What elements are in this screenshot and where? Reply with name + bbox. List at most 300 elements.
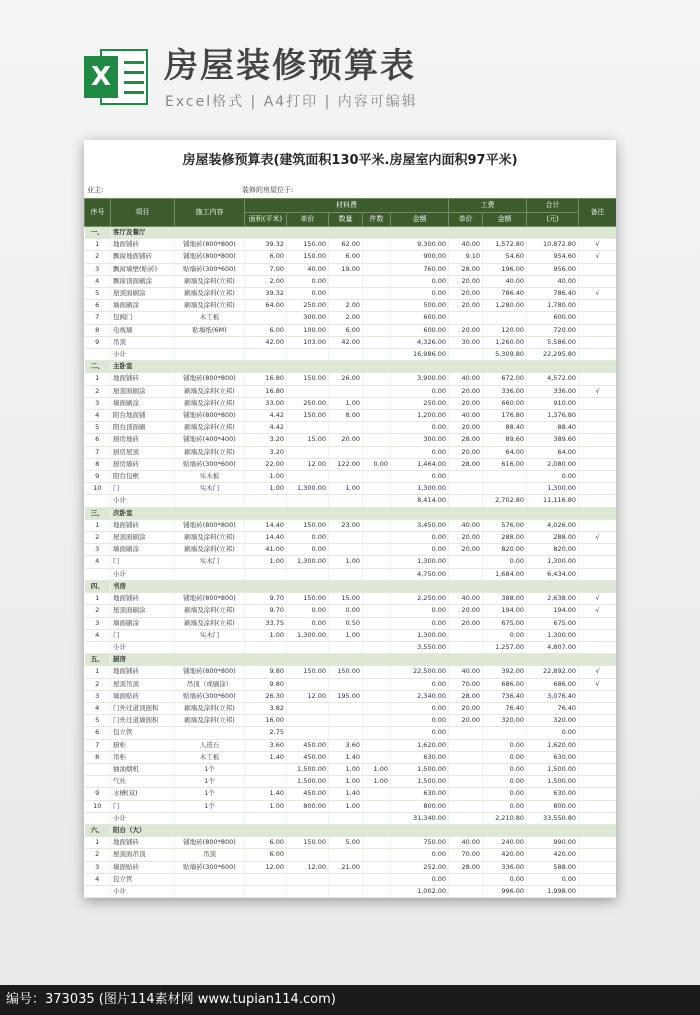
cell-content: 实木门 xyxy=(175,483,245,495)
cell-pieces xyxy=(363,666,391,678)
cell-area: 14.40 xyxy=(245,532,287,544)
cell-content: 吊顶（或刷涂） xyxy=(175,678,245,690)
cell-area: 14.40 xyxy=(245,519,287,531)
cell-note xyxy=(579,617,616,629)
cell-labor-price: 20.00 xyxy=(449,544,483,556)
cell-area: 6.00 xyxy=(245,251,287,263)
cell-amount: 630.00 xyxy=(391,751,449,763)
cell-labor-amount xyxy=(483,727,527,739)
cell-pieces xyxy=(363,385,391,397)
table-row xyxy=(85,751,617,763)
cell-area: 22.00 xyxy=(245,458,287,470)
col-total-unit: (元) xyxy=(527,213,579,227)
cell-seq: 6 xyxy=(85,434,111,446)
cell-area: 3.82 xyxy=(245,702,287,714)
table-row xyxy=(85,434,617,446)
cell-labor-price xyxy=(449,312,483,324)
cell-qty: 1.40 xyxy=(329,788,363,800)
cell-qty: 8.00 xyxy=(329,410,363,422)
cell-area xyxy=(245,776,287,788)
cell-content: 铺地砖(800*800) xyxy=(175,410,245,422)
cell-area: 9.70 xyxy=(245,605,287,617)
cell-labor-price xyxy=(449,556,483,568)
cell-pieces: 0.00 xyxy=(363,458,391,470)
col-labor: 工费 xyxy=(449,199,527,213)
cell-total: 288.00 xyxy=(527,532,579,544)
cell-area: 64.00 xyxy=(245,300,287,312)
cell-pieces xyxy=(363,532,391,544)
cell-labor-amount: 686.00 xyxy=(483,678,527,690)
cell-qty: 26.00 xyxy=(329,373,363,385)
cell-amount: 252.00 xyxy=(391,861,449,873)
cell-labor-price: 28.00 xyxy=(449,861,483,873)
cell-total: 956.00 xyxy=(527,263,579,275)
cell-seq xyxy=(85,812,111,824)
cell-item: 厨房屋顶 xyxy=(111,446,175,458)
cell-note xyxy=(579,690,616,702)
cell-labor-amount: 54.60 xyxy=(483,251,527,263)
cell-qty xyxy=(329,702,363,714)
cell-seq: 10 xyxy=(85,483,111,495)
cell-item: 门 xyxy=(111,800,175,812)
excel-letter: X xyxy=(84,56,118,98)
cell-price: 0.00 xyxy=(287,532,329,544)
cell-labor-price: 70.00 xyxy=(449,849,483,861)
cell-labor-price: 20.00 xyxy=(449,702,483,714)
cell-labor-price: 30.00 xyxy=(449,336,483,348)
cell-note xyxy=(579,812,616,824)
cell-item: 包立管 xyxy=(111,727,175,739)
cell-seq xyxy=(85,763,111,775)
cell-amount: 22,500.00 xyxy=(391,666,449,678)
cell-pieces xyxy=(363,812,391,824)
cell-labor-price: 20.00 xyxy=(449,605,483,617)
cell-pieces xyxy=(363,739,391,751)
cell-labor-amount: 675.00 xyxy=(483,617,527,629)
cell-qty: 122.00 xyxy=(329,458,363,470)
cell-labor-amount: 996.00 xyxy=(483,885,527,897)
cell-area: 16.80 xyxy=(245,385,287,397)
cell-pieces xyxy=(363,495,391,507)
cell-price: 150.00 xyxy=(287,239,329,251)
cell-total: 2,638.00 xyxy=(527,593,579,605)
cell-area xyxy=(245,641,287,653)
cell-amount: 4,326.00 xyxy=(391,336,449,348)
table-row xyxy=(85,690,617,702)
cell-labor-amount: 0.00 xyxy=(483,788,527,800)
cell-item: 屋顶面刷涂 xyxy=(111,385,175,397)
subtotal-row xyxy=(85,349,617,361)
cell-note: √ xyxy=(579,532,616,544)
cell-qty: 6.00 xyxy=(329,251,363,263)
cell-note xyxy=(579,837,616,849)
cell-amount: 16,986.00 xyxy=(391,349,449,361)
cell-pieces xyxy=(363,434,391,446)
cell-amount: 760.00 xyxy=(391,263,449,275)
cell-amount: 31,340.00 xyxy=(391,812,449,824)
cell-content: 人造石 xyxy=(175,739,245,751)
cell-qty xyxy=(329,715,363,727)
cell-content: 贴墙砖(300*600) xyxy=(175,458,245,470)
cell-amount: 0.00 xyxy=(391,532,449,544)
cell-note xyxy=(579,422,616,434)
cell-pieces xyxy=(363,288,391,300)
cell-qty: 2.00 xyxy=(329,300,363,312)
cell-qty xyxy=(329,641,363,653)
cell-area: 7.00 xyxy=(245,263,287,275)
cell-note xyxy=(579,373,616,385)
cell-seq: 4 xyxy=(85,556,111,568)
cell-content: 实木门 xyxy=(175,629,245,641)
cell-amount: 800.00 xyxy=(391,800,449,812)
subtotal-row xyxy=(85,812,617,824)
cell-qty: 3.60 xyxy=(329,739,363,751)
table-row xyxy=(85,776,617,788)
cell-labor-price: 40.00 xyxy=(449,666,483,678)
table-row xyxy=(85,763,617,775)
cell-labor-price: 40.00 xyxy=(449,837,483,849)
page-title: 房屋装修预算表 xyxy=(164,46,416,86)
cell-content: 实木门 xyxy=(175,556,245,568)
cell-labor-amount: 1,257.00 xyxy=(483,641,527,653)
cell-seq: 8 xyxy=(85,751,111,763)
cell-total: 1,376.80 xyxy=(527,410,579,422)
cell-labor-amount: 2,702.80 xyxy=(483,495,527,507)
cell-total: 686.00 xyxy=(527,678,579,690)
cell-seq: 4 xyxy=(85,275,111,287)
cell-pieces xyxy=(363,641,391,653)
cell-pieces xyxy=(363,593,391,605)
cell-item: 小计 xyxy=(111,812,175,824)
cell-seq xyxy=(85,349,111,361)
cell-price: 1,500.00 xyxy=(287,776,329,788)
cell-labor-price: 40.00 xyxy=(449,410,483,422)
cell-seq: 2 xyxy=(85,251,111,263)
cell-qty: 1.00 xyxy=(329,397,363,409)
cell-seq: 1 xyxy=(85,373,111,385)
cell-content: 铺地砖(800*800) xyxy=(175,239,245,251)
cell-pieces xyxy=(363,861,391,873)
cell-qty xyxy=(329,885,363,897)
cell-seq: 4 xyxy=(85,629,111,641)
cell-qty xyxy=(329,471,363,483)
cell-labor-amount: 0.00 xyxy=(483,776,527,788)
cell-seq: 8 xyxy=(85,324,111,336)
cell-content: 贴墙砖(300*600) xyxy=(175,690,245,702)
cell-seq: 1 xyxy=(85,837,111,849)
cell-item: 小计 xyxy=(111,885,175,897)
cell-labor-amount: 388.00 xyxy=(483,593,527,605)
cell-labor-amount xyxy=(483,471,527,483)
cell-seq: 3 xyxy=(85,617,111,629)
cell-qty: 150.00 xyxy=(329,666,363,678)
table-row xyxy=(85,702,617,714)
cell-qty xyxy=(329,495,363,507)
cell-item: 吊柜 xyxy=(111,751,175,763)
sheet-title: 房屋装修预算表(建筑面积130平米.房屋室内面积97平米) xyxy=(182,153,518,168)
cell-item: 墙面刷涂 xyxy=(111,397,175,409)
cell-labor-price: 9.10 xyxy=(449,251,483,263)
cell-amount: 500.00 xyxy=(391,300,449,312)
cell-note: √ xyxy=(579,593,616,605)
cell-note: √ xyxy=(579,678,616,690)
cell-seq: 9 xyxy=(85,788,111,800)
table-row xyxy=(85,837,617,849)
cell-amount: 0.00 xyxy=(391,446,449,458)
cell-amount: 0.00 xyxy=(391,617,449,629)
cell-pieces xyxy=(363,312,391,324)
address-label: 装修的房屋位于: xyxy=(242,186,294,194)
cell-content: 刷墙及涂料(立邦) xyxy=(175,715,245,727)
cell-seq: 4 xyxy=(85,410,111,422)
cell-content xyxy=(175,568,245,580)
cell-area: 4.42 xyxy=(245,422,287,434)
section-number: 三、 xyxy=(85,507,111,519)
cell-item: 墙面刷涂 xyxy=(111,300,175,312)
cell-labor-price xyxy=(449,776,483,788)
cell-content: 1个 xyxy=(175,800,245,812)
cell-labor-amount: 0.00 xyxy=(483,629,527,641)
cell-price: 800.00 xyxy=(287,800,329,812)
cell-price: 450.00 xyxy=(287,739,329,751)
table-row xyxy=(85,849,617,861)
cell-price xyxy=(287,873,329,885)
cell-total: 4,572.00 xyxy=(527,373,579,385)
cell-price: 150.00 xyxy=(287,373,329,385)
table-row xyxy=(85,593,617,605)
cell-content: 铺地砖(800*800) xyxy=(175,666,245,678)
section-name: 次卧室 xyxy=(111,507,617,519)
section-row xyxy=(85,654,617,666)
cell-amount: 1,002.00 xyxy=(391,885,449,897)
cell-item: 墙面贴砖 xyxy=(111,690,175,702)
table-row xyxy=(85,446,617,458)
cell-pieces xyxy=(363,715,391,727)
table-row xyxy=(85,629,617,641)
cell-qty xyxy=(329,446,363,458)
cell-item: 厨房墙砖 xyxy=(111,458,175,470)
table-row xyxy=(85,385,617,397)
cell-price xyxy=(287,446,329,458)
cell-content: 贴墙砖(300*600) xyxy=(175,861,245,873)
cell-labor-price xyxy=(449,788,483,800)
cell-total: 800.00 xyxy=(527,800,579,812)
cell-pieces xyxy=(363,275,391,287)
cell-total: 786.40 xyxy=(527,288,579,300)
cell-total: 6,434.00 xyxy=(527,568,579,580)
cell-amount: 2,340.00 xyxy=(391,690,449,702)
cell-item: 门 xyxy=(111,629,175,641)
cell-qty xyxy=(329,812,363,824)
section-name: 书房 xyxy=(111,580,617,592)
cell-labor-amount: 0.00 xyxy=(483,739,527,751)
cell-total: 1,300.00 xyxy=(527,483,579,495)
cell-seq: 2 xyxy=(85,385,111,397)
cell-total: 630.00 xyxy=(527,751,579,763)
cell-note: √ xyxy=(579,239,616,251)
cell-content: 刷墙及涂料(立邦) xyxy=(175,532,245,544)
cell-pieces xyxy=(363,678,391,690)
cell-qty xyxy=(329,873,363,885)
cell-note xyxy=(579,434,616,446)
cell-qty: 0.00 xyxy=(329,605,363,617)
cell-item: 门 xyxy=(111,483,175,495)
cell-content: 实木板 xyxy=(175,471,245,483)
cell-content xyxy=(175,495,245,507)
table-row xyxy=(85,251,617,263)
cell-seq: 7 xyxy=(85,446,111,458)
cell-note xyxy=(579,849,616,861)
cell-seq: 6 xyxy=(85,300,111,312)
cell-amount: 3,450.00 xyxy=(391,519,449,531)
col-qty: 数量 xyxy=(329,213,363,227)
cell-total: 0.00 xyxy=(527,471,579,483)
cell-item: 屋顶面刷涂 xyxy=(111,288,175,300)
cell-price: 150.00 xyxy=(287,837,329,849)
cell-area: 9.70 xyxy=(245,593,287,605)
cell-seq: 5 xyxy=(85,715,111,727)
section-number: 二、 xyxy=(85,361,111,373)
table-row xyxy=(85,788,617,800)
cell-labor-amount: 88.40 xyxy=(483,422,527,434)
section-number: 一、 xyxy=(85,227,111,239)
cell-content: 刷墙及涂料(立邦) xyxy=(175,288,245,300)
cell-amount: 600.00 xyxy=(391,324,449,336)
cell-labor-amount: 194.00 xyxy=(483,605,527,617)
cell-total: 990.00 xyxy=(527,837,579,849)
cell-content: 刷墙及涂料(立邦) xyxy=(175,544,245,556)
cell-area: 1.00 xyxy=(245,556,287,568)
cell-qty: 5.00 xyxy=(329,837,363,849)
cell-seq: 10 xyxy=(85,800,111,812)
section-name: 厨房 xyxy=(111,654,617,666)
table-row xyxy=(85,373,617,385)
table-row xyxy=(85,605,617,617)
subtotal-row xyxy=(85,568,617,580)
cell-area xyxy=(245,495,287,507)
cell-item: 小计 xyxy=(111,495,175,507)
cell-labor-price xyxy=(449,629,483,641)
cell-labor-price: 28.00 xyxy=(449,690,483,702)
section-name: 阳台（大） xyxy=(111,824,617,836)
cell-labor-price: 40.00 xyxy=(449,519,483,531)
cell-price: 150.00 xyxy=(287,251,329,263)
cell-labor-price: 70.00 xyxy=(449,678,483,690)
cell-note xyxy=(579,324,616,336)
cell-item: 包阀门 xyxy=(111,312,175,324)
cell-area: 6.00 xyxy=(245,849,287,861)
cell-labor-price: 28.00 xyxy=(449,263,483,275)
section-name: 客厅及餐厅 xyxy=(111,227,617,239)
cell-pieces xyxy=(363,556,391,568)
cell-note xyxy=(579,519,616,531)
cell-pieces xyxy=(363,373,391,385)
cell-price: 15.00 xyxy=(287,434,329,446)
cell-amount: 630.00 xyxy=(391,788,449,800)
cell-area: 2.00 xyxy=(245,275,287,287)
cell-price: 12.00 xyxy=(287,690,329,702)
cell-seq: 2 xyxy=(85,605,111,617)
cell-total: 4,026.00 xyxy=(527,519,579,531)
cell-amount: 1,300.00 xyxy=(391,556,449,568)
cell-seq: 7 xyxy=(85,739,111,751)
cell-total: 33,550.80 xyxy=(527,812,579,824)
cell-item: 墙面贴砖 xyxy=(111,861,175,873)
cell-labor-price: 40.00 xyxy=(449,373,483,385)
cell-content xyxy=(175,812,245,824)
cell-labor-price: 20.00 xyxy=(449,532,483,544)
cell-total: 1,998.00 xyxy=(527,885,579,897)
table-row xyxy=(85,544,617,556)
cell-seq: 3 xyxy=(85,861,111,873)
cell-note xyxy=(579,336,616,348)
cell-labor-price xyxy=(449,727,483,739)
owner-label: 业主: xyxy=(87,186,104,194)
cell-note xyxy=(579,495,616,507)
cell-price: 0.00 xyxy=(287,605,329,617)
table-row xyxy=(85,336,617,348)
cell-amount: 1,300.00 xyxy=(391,629,449,641)
cell-item: 阳台地面铺 xyxy=(111,410,175,422)
cell-note xyxy=(579,410,616,422)
col-total: 合计 xyxy=(527,199,579,213)
cell-note xyxy=(579,641,616,653)
cell-content xyxy=(175,885,245,897)
cell-amount: 0.00 xyxy=(391,605,449,617)
cell-price: 0.00 xyxy=(287,275,329,287)
cell-qty: 6.00 xyxy=(329,324,363,336)
cell-note xyxy=(579,263,616,275)
cell-total: 820.00 xyxy=(527,544,579,556)
cell-qty: 1.00 xyxy=(329,629,363,641)
cell-qty xyxy=(329,385,363,397)
cell-price xyxy=(287,568,329,580)
cell-seq: 5 xyxy=(85,288,111,300)
cell-price: 0.00 xyxy=(287,544,329,556)
cell-qty xyxy=(329,849,363,861)
cell-price xyxy=(287,849,329,861)
cell-price xyxy=(287,385,329,397)
cell-content: 刷墙及涂料(立邦) xyxy=(175,702,245,714)
cell-price xyxy=(287,812,329,824)
cell-total: 22,892.00 xyxy=(527,666,579,678)
cell-amount: 1,200.00 xyxy=(391,410,449,422)
cell-note xyxy=(579,544,616,556)
cell-area: 1.00 xyxy=(245,800,287,812)
cell-content xyxy=(175,336,245,348)
cell-total: 675.00 xyxy=(527,617,579,629)
cell-qty: 1.00 xyxy=(329,800,363,812)
cell-qty xyxy=(329,422,363,434)
cell-pieces xyxy=(363,690,391,702)
cell-amount: 600.00 xyxy=(391,312,449,324)
cell-pieces xyxy=(363,336,391,348)
cell-pieces: 1.00 xyxy=(363,763,391,775)
cell-qty xyxy=(329,288,363,300)
cell-area: 42.00 xyxy=(245,336,287,348)
cell-labor-amount: 196.00 xyxy=(483,263,527,275)
cell-note xyxy=(579,788,616,800)
cell-area: 1.00 xyxy=(245,483,287,495)
cell-area: 16.00 xyxy=(245,715,287,727)
cell-pieces xyxy=(363,471,391,483)
cell-content: 吊顶 xyxy=(175,849,245,861)
cell-note xyxy=(579,568,616,580)
cell-content: 刷墙及涂料(立邦) xyxy=(175,605,245,617)
cell-amount: 1,300.00 xyxy=(391,483,449,495)
cell-pieces xyxy=(363,397,391,409)
cell-pieces xyxy=(363,629,391,641)
